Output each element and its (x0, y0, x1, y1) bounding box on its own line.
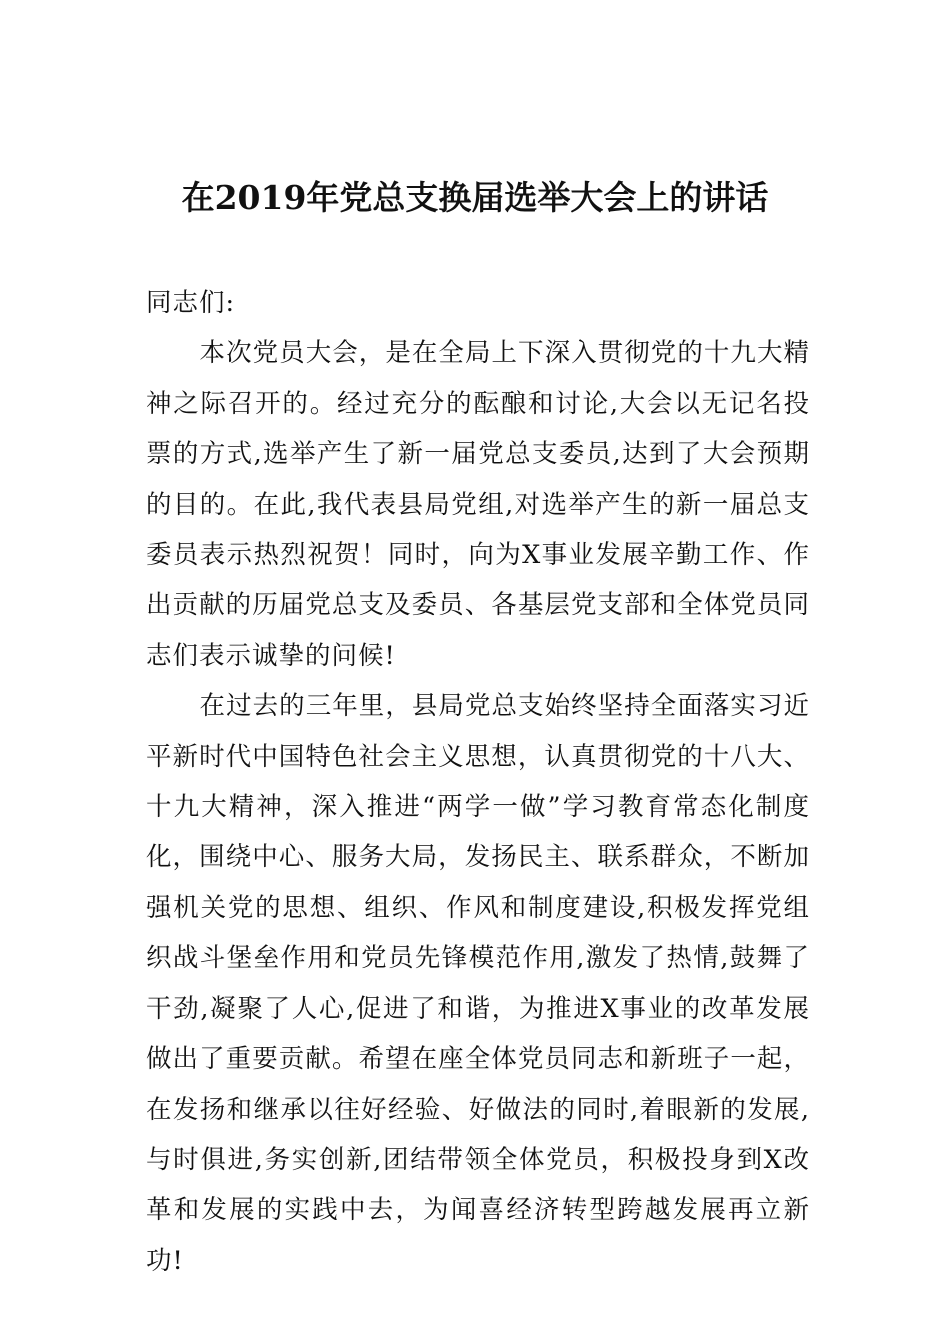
salutation: 同志们: (146, 288, 236, 318)
document-body (146, 278, 810, 1286)
paragraph-2: 在过去的三年里，县局党总支始终坚持全面落实习近平新时代中国特色社会主义思想，认真贯彻党的十八大、十九大精神，深入推进“两学一做”学习教育常态化制度化，围绕中心、服务大局，发扬民主、联系群众，不断加强机关党的思想、组织、作风和制度建设,积极发挥党组织战斗堡垒作用和党员先锋模范作用,激发了热情,鼓舞了干劲,凝聚了人心,促进了和谐，为推进X事业的改革发展做出了重要贡献。希望在座全体党员同志和新班子一起，在发扬和继承以往好经验、好做法的同时,着眼新的发展,与时俱进,务实创新,团结带领全体党员，积极投身到X改革和发展的实践中去，为闻喜经济转型跨越发展再立新功! (146, 691, 810, 1276)
paragraph-1: 本次党员大会，是在全局上下深入贯彻党的十九大精神之际召开的。经过充分的酝酿和讨论,大会以无记名投票的方式,选举产生了新一届党总支委员,达到了大会预期的目的。在此,我代表县局党组,对选举产生的新一届总支委员表示热烈祝贺！同时，向为X事业发展辛勤工作、作出贡献的历届党总支及委员、各基层党支部和全体党员同志们表示诚挚的问候! (146, 338, 810, 671)
document-title: 在2019年党总支换届选举大会上的讲话 (181, 178, 769, 217)
